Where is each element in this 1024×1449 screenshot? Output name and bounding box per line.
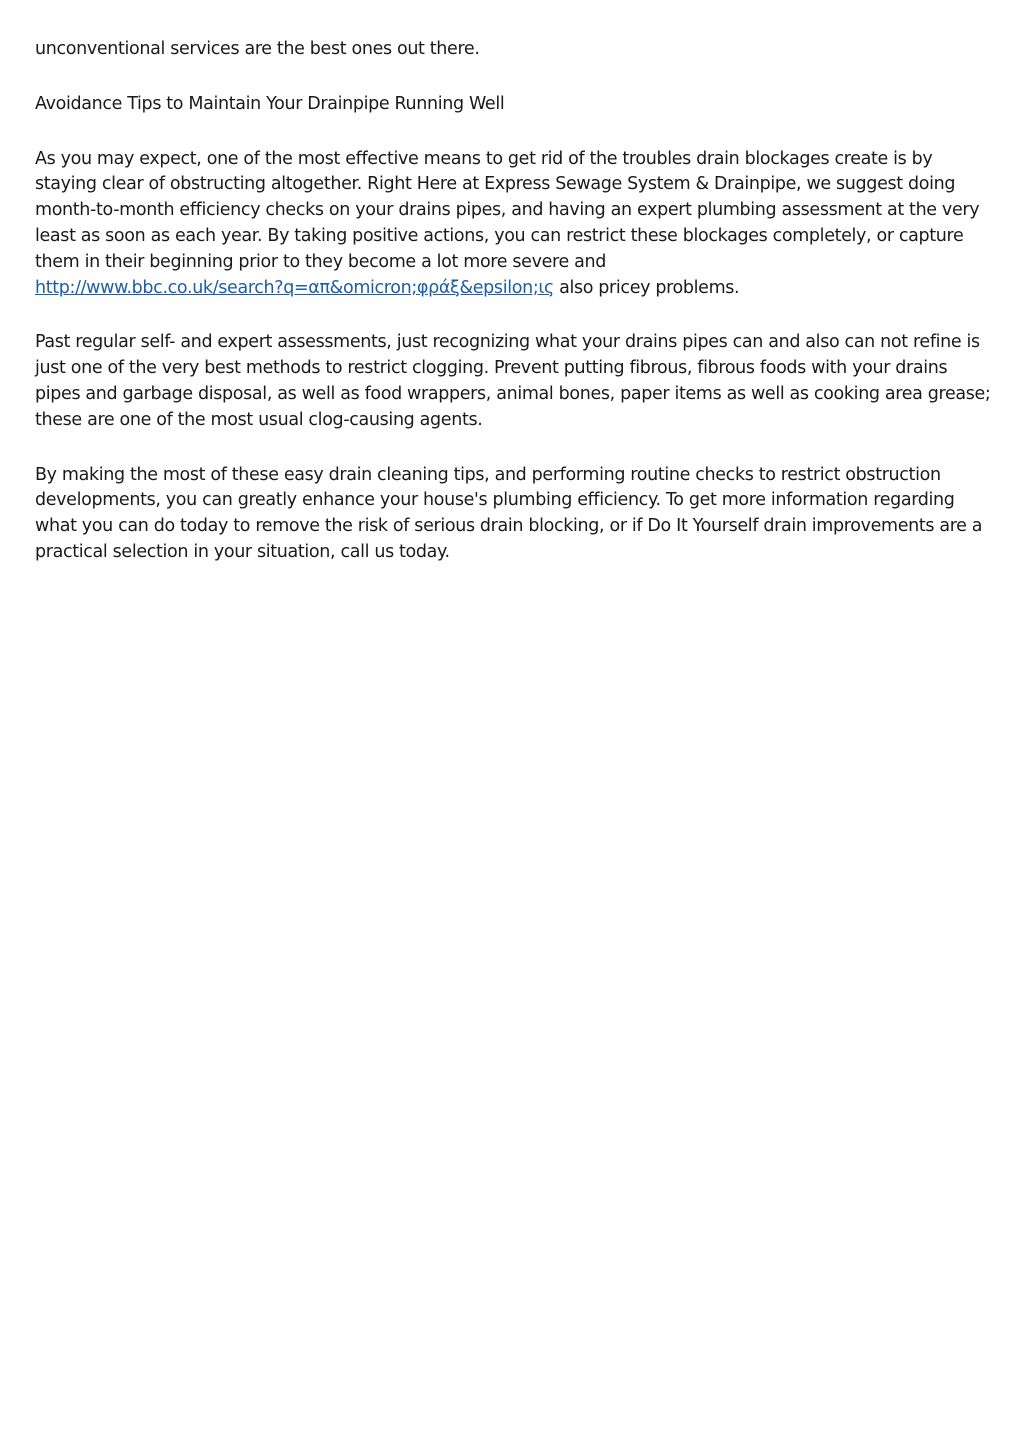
bbc-search-link[interactable]: http://www.bbc.co.uk/search?q=απ&omicron;φράξ&epsilon;ις: [35, 277, 554, 298]
paragraph-prevention-tail: also pricey problems.: [559, 277, 740, 298]
paragraph-assessments: Past regular self- and expert assessments, just recognizing what your drains pipes can and also can not refine is just one of the very best methods to restrict clogging. Prevent putting fibrous, fibrous foods with your drains pipes and garbage disposal, as well as food wrappers, animal bones, paper items as well as cooking area grease; these are one of the most usual clog-causing agents.: [35, 332, 991, 430]
document-body: [35, 37, 997, 595]
paragraph-prevention: [35, 147, 997, 302]
section-heading: Avoidance Tips to Maintain Your Drainpipe Running Well: [35, 93, 505, 114]
paragraph-tips: By making the most of these easy drain cleaning tips, and performing routine checks to restrict obstruction developments, you can greatly enhance your house's plumbing efficiency. To get more information regarding what you can do today to remove the risk of serious drain blocking, or if Do It Yourself drain improvements are a practical selection in your situation, call us today.: [35, 464, 983, 562]
paragraph-prevention-text: As you may expect, one of the most effective means to get rid of the troubles drain blockages create is by staying clear of obstructing altogether. Right Here at Express Sewage System & Drainpipe, we suggest doing month-to-month efficiency checks on your drains pipes, and having an expert plumbing assessment at the very least as soon as each year. By taking positive actions, you can restrict these blockages completely, or capture them in their beginning prior to they become a lot more severe and: [35, 148, 980, 272]
intro-fragment: unconventional services are the best ones out there.: [35, 39, 480, 59]
